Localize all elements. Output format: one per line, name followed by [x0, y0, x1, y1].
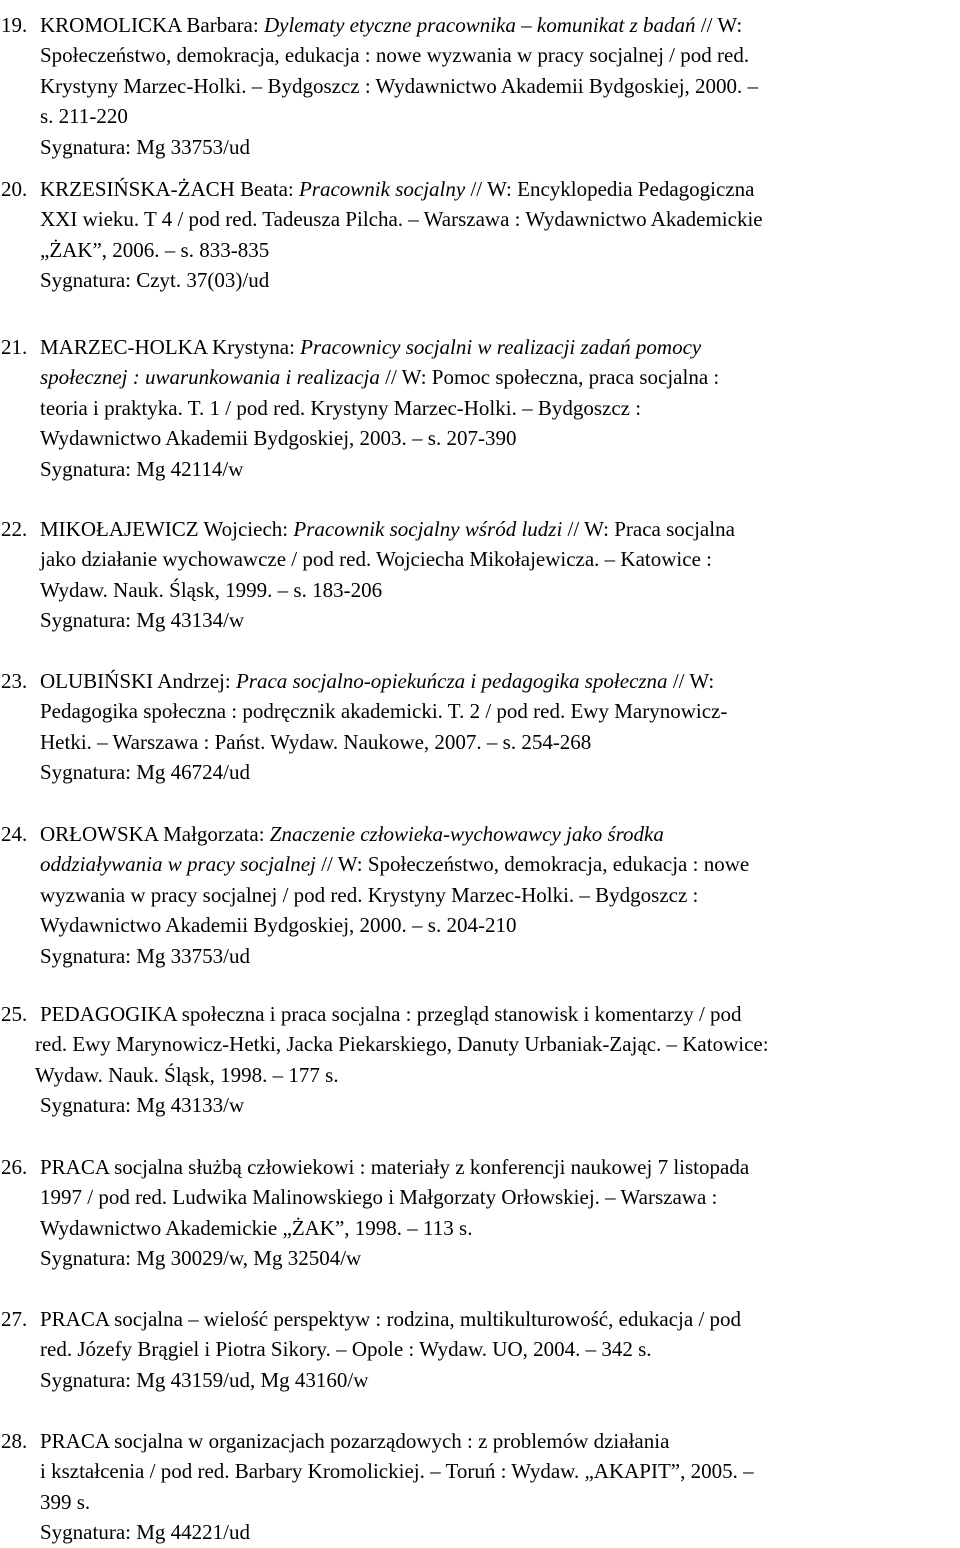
- entry-text: Społeczeństwo, demokracja, edukacja : nowe wyzwania w pracy socjalnej / pod red.: [40, 43, 750, 67]
- entry-text-line: [40, 516, 735, 542]
- entry-signature: [40, 134, 250, 160]
- entry-text-line: [40, 1306, 741, 1332]
- entry-text-line: [40, 334, 701, 360]
- entry-text: PRACA socjalna – wielość perspektyw : rodzina, multikulturowość, edukacja / pod: [40, 1307, 742, 1331]
- entry-text-line: [40, 1458, 754, 1484]
- entry-text-line: [40, 821, 664, 847]
- entry-text-line: [35, 1031, 769, 1057]
- entry-number: 24.: [1, 822, 28, 846]
- entry-text: jako działanie wychowawcze / pod red. Wojciecha Mikołajewicza. – Katowice :: [40, 547, 712, 571]
- signature-text: Sygnatura: Mg 33753/ud: [40, 944, 250, 968]
- entry-text: // W: Pomoc społeczna, praca socjalna :: [379, 365, 720, 389]
- entry-signature: [40, 456, 243, 482]
- entry-text: // W:: [695, 13, 743, 37]
- entry-text: PEDAGOGIKA społeczna i praca socjalna : przegląd stanowisk i komentarzy / pod: [40, 1002, 742, 1026]
- entry-text-line: [40, 1184, 717, 1210]
- entry-text: Krystyny Marzec-Holki. – Bydgoszcz : Wydawnictwo Akademii Bydgoskiej, 2000. –: [40, 74, 759, 98]
- entry-text: 399 s.: [40, 1490, 91, 1514]
- entry-text-line: [40, 546, 712, 572]
- entry-text: Wydawnictwo Akademickie „ŻAK”, 1998. – 113 s.: [40, 1216, 473, 1240]
- entry-text: red. Józefy Brągiel i Piotra Sikory. – Opole : Wydaw. UO, 2004. – 342 s.: [40, 1337, 652, 1361]
- entry-text: „ŻAK”, 2006. – s. 833-835: [40, 238, 270, 262]
- entry-text: KROMOLICKA Barbara:: [40, 13, 264, 37]
- entry-text: PRACA socjalna w organizacjach pozarządowych : z problemów działania: [40, 1429, 670, 1453]
- signature-text: Sygnatura: Mg 46724/ud: [40, 760, 250, 784]
- entry-text-line: [40, 1154, 749, 1180]
- entry-text-line: [40, 395, 641, 421]
- entry-text-line: [40, 1215, 472, 1241]
- entry-text: Wydawnictwo Akademii Bydgoskiej, 2003. – s. 207-390: [40, 426, 517, 450]
- entry-signature: [40, 1367, 368, 1393]
- entry-text: ORŁOWSKA Małgorzata:: [40, 822, 270, 846]
- entry-text: wyzwania w pracy socjalnej / pod red. Krystyny Marzec-Holki. – Bydgoszcz :: [40, 883, 699, 907]
- entry-text: MARZEC-HOLKA Krystyna:: [40, 335, 301, 359]
- signature-text: Sygnatura: Mg 43134/w: [40, 608, 245, 632]
- entry-text: Wydawnictwo Akademii Bydgoskiej, 2000. – s. 204-210: [40, 913, 517, 937]
- entry-text-line: [40, 42, 749, 68]
- entry-signature: [40, 1092, 244, 1118]
- entry-signature: [40, 1519, 250, 1545]
- entry-text-line: [40, 851, 749, 877]
- entry-text-line: [40, 206, 763, 232]
- entry-text: PRACA socjalna służbą człowiekowi : materiały z konferencji naukowej 7 listopada: [40, 1155, 750, 1179]
- entry-number: 19.: [1, 13, 28, 37]
- entry-text-line: [40, 425, 516, 451]
- entry-signature: [40, 607, 244, 633]
- entry-text: // W:: [667, 669, 715, 693]
- entry-title-italic: Pracownik socjalny wśród ludzi: [293, 517, 563, 541]
- entry-number: 28.: [1, 1429, 28, 1453]
- entry-number: 27.: [1, 1307, 28, 1331]
- signature-text: Sygnatura: Mg 42114/w: [40, 457, 244, 481]
- entry-number: 20.: [1, 177, 28, 201]
- entry-title-italic: społecznej : uwarunkowania i realizacja: [40, 365, 380, 389]
- entry-text: MIKOŁAJEWICZ Wojciech:: [40, 517, 294, 541]
- entry-text: 1997 / pod red. Ludwika Malinowskiego i Małgorzaty Orłowskiej. – Warszawa :: [40, 1185, 718, 1209]
- entry-title-italic: Praca socjalno-opiekuńcza i pedagogika społeczna: [235, 669, 668, 693]
- entry-signature: [40, 943, 250, 969]
- entry-text-line: [40, 1001, 742, 1027]
- entry-text: s. 211-220: [40, 104, 128, 128]
- entry-text: OLUBIŃSKI Andrzej:: [40, 669, 236, 693]
- entry-text: Wydaw. Nauk. Śląsk, 1999. – s. 183-206: [40, 578, 383, 602]
- entry-text: red. Ewy Marynowicz-Hetki, Jacka Piekarskiego, Danuty Urbaniak-Zając. – Katowice:: [35, 1032, 769, 1056]
- entry-title-italic: Pracownicy socjalni w realizacji zadań pomocy: [300, 335, 702, 359]
- entry-text-line: [40, 882, 698, 908]
- entry-text-line: [40, 577, 382, 603]
- entry-number: 22.: [1, 517, 28, 541]
- entry-signature: [40, 1245, 361, 1271]
- entry-signature: [40, 267, 269, 293]
- entry-signature: [40, 759, 250, 785]
- entry-text: // W: Praca socjalna: [562, 517, 735, 541]
- entry-text: Wydaw. Nauk. Śląsk, 1998. – 177 s.: [35, 1063, 339, 1087]
- entry-text-line: [40, 1428, 669, 1454]
- entry-number: 21.: [1, 335, 28, 359]
- entry-text-line: [40, 729, 591, 755]
- entry-text-line: [40, 176, 754, 202]
- entry-text-line: [35, 1062, 339, 1088]
- signature-text: Sygnatura: Mg 30029/w, Mg 32504/w: [40, 1246, 362, 1270]
- entry-text-line: [40, 364, 719, 390]
- signature-text: Sygnatura: Mg 43133/w: [40, 1093, 245, 1117]
- entry-text-line: [40, 12, 742, 38]
- entry-text: teoria i praktyka. T. 1 / pod red. Krystyny Marzec-Holki. – Bydgoszcz :: [40, 396, 642, 420]
- entry-text-line: [40, 698, 727, 724]
- entry-text-line: [40, 103, 128, 129]
- entry-text-line: [40, 237, 269, 263]
- entry-text-line: [40, 912, 516, 938]
- entry-text: XXI wieku. T 4 / pod red. Tadeusza Pilcha. – Warszawa : Wydawnictwo Akademickie: [40, 207, 763, 231]
- entry-text: i kształcenia / pod red. Barbary Kromolickiej. – Toruń : Wydaw. „AKAPIT”, 2005. –: [40, 1459, 754, 1483]
- entry-text: Hetki. – Warszawa : Państ. Wydaw. Naukowe, 2007. – s. 254-268: [40, 730, 592, 754]
- entry-text-line: [40, 1489, 90, 1515]
- entry-text: // W: Encyklopedia Pedagogiczna: [465, 177, 755, 201]
- entry-text: KRZESIŃSKA-ŻACH Beata:: [40, 177, 299, 201]
- entry-text: Pedagogika społeczna : podręcznik akademicki. T. 2 / pod red. Ewy Marynowicz-: [40, 699, 728, 723]
- signature-text: Sygnatura: Mg 33753/ud: [40, 135, 250, 159]
- entry-title-italic: Znaczenie człowieka-wychowawcy jako środka: [269, 822, 664, 846]
- entry-title-italic: Pracownik socjalny: [298, 177, 466, 201]
- entry-text: // W: Społeczeństwo, demokracja, edukacja : nowe: [315, 852, 750, 876]
- signature-text: Sygnatura: Mg 44221/ud: [40, 1520, 250, 1544]
- entry-text-line: [40, 668, 714, 694]
- entry-number: 23.: [1, 669, 28, 693]
- signature-text: Sygnatura: Mg 43159/ud, Mg 43160/w: [40, 1368, 369, 1392]
- entry-number: 26.: [1, 1155, 28, 1179]
- entry-title-italic: oddziaływania w pracy socjalnej: [40, 852, 316, 876]
- signature-text: Sygnatura: Czyt. 37(03)/ud: [40, 268, 270, 292]
- entry-text-line: [40, 73, 758, 99]
- entry-number: 25.: [1, 1002, 28, 1026]
- entry-text-line: [40, 1336, 652, 1362]
- entry-title-italic: Dylematy etyczne pracownika – komunikat z badań: [263, 13, 696, 37]
